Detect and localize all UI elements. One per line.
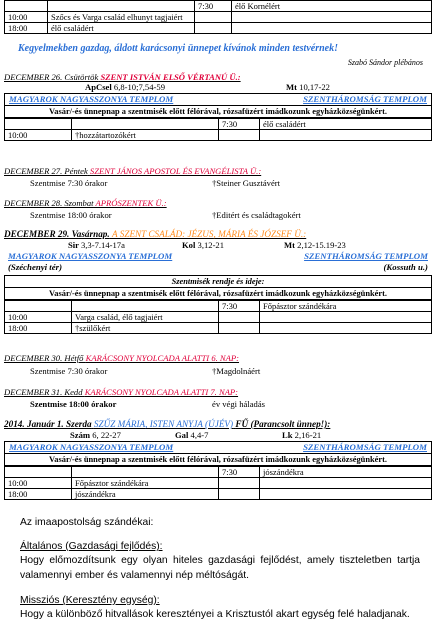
table-row: 7:30 élő Kornélért: [5, 1, 432, 12]
dec28-heading: DECEMBER 28. Szombat APRÓSZENTEK Ü.:: [4, 198, 167, 208]
dec30-intent: †Magdolnáért: [212, 366, 261, 376]
table-row: 10:00 Varga család, élő tagjaiért: [5, 312, 432, 323]
church-left: MAGYAROK NAGYASSZONYA TEMPLOM: [9, 442, 174, 452]
church-left-location: (Széchenyi tér): [8, 262, 62, 272]
mission-intention-text: Hogy a különböző hitvallások keresztényei a Krisztustól akart egység felé haladjanak.: [20, 609, 410, 620]
dec27-mass: Szentmise 7:30 órakor: [30, 178, 108, 188]
dec31-heading: DECEMBER 31. Kedd KARÁCSONY NYOLCADA ALATTI 7. NAP:: [4, 387, 239, 397]
table-row: 10:00 Főpásztor szándékára: [5, 478, 432, 489]
church-right: SZENTHÁROMSÁG TEMPLOM: [304, 251, 428, 261]
general-intention-text: Hogy előmozdítsunk egy olyan hiteles gazdasági fejlődést, amely tiszteletben tartja valamennyi ember és valamennyi nép méltóságát.: [20, 555, 420, 581]
dec31-mass: Szentmise 18:00 órakor: [30, 399, 117, 409]
jan1-table: [4, 441, 432, 500]
dec29-table: [4, 251, 432, 334]
rosary-notice: Vasár/-és ünnepnap a szentmisék előtt félórával, rózsafüzért imádkozunk egyházközségünkért.: [4, 105, 432, 118]
dec28-intent: †Editért és családtagokért: [212, 210, 301, 220]
dec26-reading2: Mt 10,17-22: [286, 82, 330, 92]
order-title: Szentmisék rendje és ideje:: [4, 275, 432, 288]
dec29-reading2: Kol 3,12-21: [182, 240, 225, 250]
table-row: 7:30 Főpásztor szándékára: [5, 301, 432, 312]
dec26-heading: DECEMBER 26. Csütörtök SZENT ISTVÁN ELSŐ VÉRTANÚ Ü.:: [4, 72, 241, 82]
rosary-notice: Vasár/-és ünnepnap a szentmisék előtt félórával, rózsafüzért imádkozunk egyházközségünkért.: [4, 453, 432, 466]
dec27-intent: †Steiner Gusztávért: [212, 178, 281, 188]
church-left: MAGYAROK NAGYASSZONYA TEMPLOM: [9, 94, 174, 104]
table-row: 18:00 †szülőkért: [5, 323, 432, 334]
table-row: 10:00 Szőcs és Varga család elhunyt tagjaiért: [5, 12, 432, 23]
dec28-mass: Szentmise 18:00 órakor: [30, 210, 112, 220]
dec30-heading: DECEMBER 30. Hétfő KARÁCSONY NYOLCADA ALATTI 6. NAP:: [4, 353, 240, 363]
table-row: 7:30 élő családért: [5, 119, 432, 130]
table-row: 7:30 jószándékra: [5, 467, 432, 478]
table-row: 10:00 †hozzátartozókért: [5, 130, 432, 141]
jan1-heading: 2014. Január 1. Szerda SZŰZ MÁRIA, ISTEN ANYJA (ÚJÉV) FŰ (Parancsolt ünnep!):: [4, 419, 331, 429]
dec26-table: [4, 93, 432, 141]
dec31-intent: év végi háladás: [212, 399, 265, 409]
signature: Szabó Sándor plébános: [347, 58, 423, 67]
prayer-intro: Az imaapostolság szándékai:: [20, 517, 154, 528]
greeting: Kegyelmekben gazdag, áldott karácsonyi ünnepet kívánok minden testvérnek!: [18, 43, 338, 54]
top-mass-table: [4, 0, 432, 34]
church-right: SZENTHÁROMSÁG TEMPLOM: [303, 94, 427, 104]
jan1-reading2: Gal 4,4-7: [175, 430, 209, 440]
jan1-reading1: Szám 6, 22-27: [70, 430, 121, 440]
dec29-heading: DECEMBER 29. Vasárnap. A SZENT CSALÁD: JÉZUS, MÁRIA ÉS JÓZSEF Ü.:: [4, 229, 307, 239]
dec27-heading: DECEMBER 27. Péntek SZENT JÁNOS APOSTOL ÉS EVANGÉLISTA Ü.:: [4, 166, 262, 176]
jan1-reading3: Lk 2,16-21: [282, 430, 322, 440]
rosary-notice: Vasár/-és ünnepnap a szentmisék előtt félórával, rózsafüzért imádkozunk egyházközségünkért.: [4, 288, 432, 300]
dec29-reading1: Sir 3,3-7.14-17a: [68, 240, 125, 250]
table-row: 18:00 élő családért: [5, 23, 432, 34]
general-intention-title: Általános (Gazdasági fejlődés):: [20, 541, 163, 552]
church-right-location: (Kossuth u.): [383, 262, 428, 272]
table-row: 18:00 jószándékra: [5, 489, 432, 500]
church-left: MAGYAROK NAGYASSZONYA TEMPLOM: [8, 251, 173, 261]
church-right: SZENTHÁROMSÁG TEMPLOM: [303, 442, 427, 452]
dec30-mass: Szentmise 7:30 órakor: [30, 366, 108, 376]
dec29-reading3: Mt 2,12-15.19-23: [284, 240, 346, 250]
mission-intention-title: Missziós (Keresztény egység):: [20, 595, 160, 606]
dec26-reading1: ApCsel 6,8-10;7,54-59: [85, 82, 165, 92]
